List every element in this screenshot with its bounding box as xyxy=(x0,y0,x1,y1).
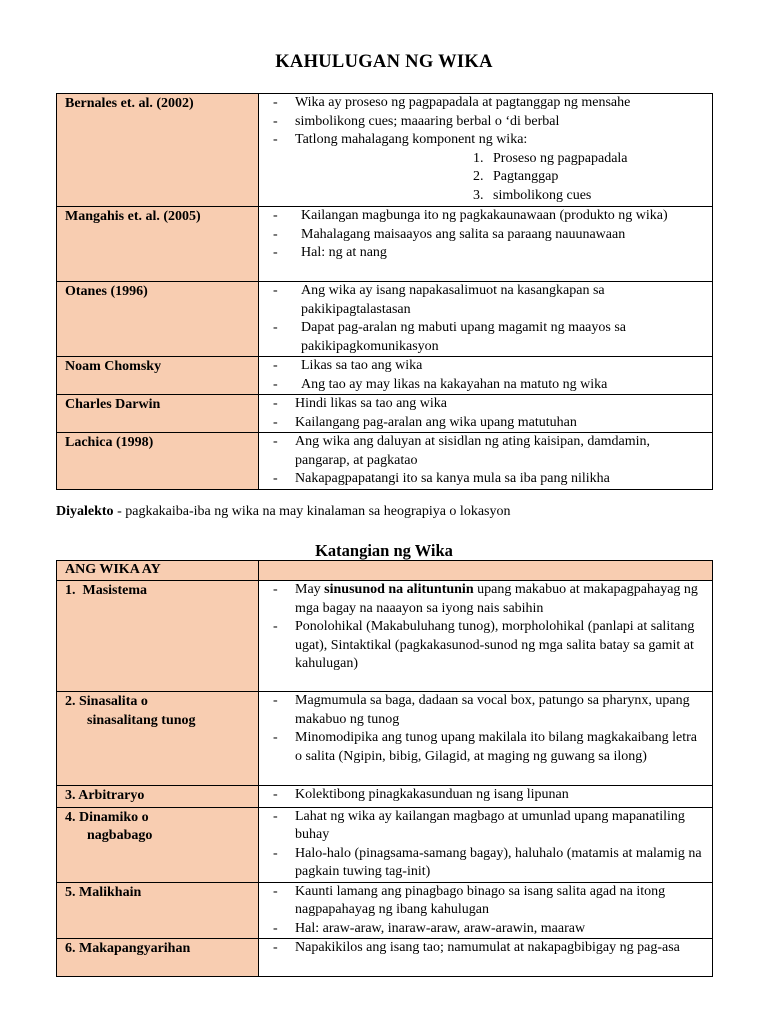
list-item: - Wika ay proseso ng pagpapadala at pagtanggap ng mensahe xyxy=(271,94,706,113)
characteristic-label xyxy=(57,807,259,882)
definition-list xyxy=(271,395,706,432)
characteristics-table xyxy=(56,560,713,977)
list-item: - Ang wika ay isang napakasalimuot na kasangkapan sa pakikipagtalastasan xyxy=(271,282,706,319)
characteristic-label: 5. Malikhain xyxy=(57,882,259,939)
characteristic-list xyxy=(271,808,706,882)
list-item: Pagtanggap xyxy=(493,169,559,184)
table-row xyxy=(57,207,713,282)
table-row xyxy=(57,692,713,786)
list-item: - Kailangan magbunga ito ng pagkakaunawaan (produkto ng wika) xyxy=(271,207,706,226)
list-item: - simbolikong cues; maaaring berbal o ‘di berbal xyxy=(271,113,706,132)
label-line: 2. Sinasalita o xyxy=(65,694,148,709)
table-header: ANG WIKA AY xyxy=(57,561,259,581)
characteristic-cell xyxy=(259,786,713,808)
table-row xyxy=(57,581,713,692)
author-cell: Bernales et. al. (2002) xyxy=(57,94,259,207)
definition-cell xyxy=(259,395,713,433)
list-item: - Likas sa tao ang wika xyxy=(271,357,706,376)
definition-cell xyxy=(259,433,713,490)
table-row xyxy=(57,882,713,939)
page-title: KAHULUGAN NG WIKA xyxy=(275,52,493,72)
definition-cell xyxy=(259,94,713,207)
list-item: - Kailangang pag-aralan ang wika upang matutuhan xyxy=(271,414,706,433)
section-title: Katangian ng Wika xyxy=(315,541,453,560)
characteristic-label xyxy=(57,692,259,786)
table-header-row xyxy=(57,561,713,581)
characteristic-label: 3. Arbitraryo xyxy=(57,786,259,808)
definition-cell xyxy=(259,282,713,357)
definition-list xyxy=(271,433,706,489)
list-item: - Napakikilos ang isang tao; namumulat at nakapagbibigay ng pag-asa xyxy=(271,939,706,958)
characteristic-list xyxy=(271,581,706,674)
list-item: - Mahalagang maisaayos ang salita sa paraang nauunawaan xyxy=(271,226,706,245)
label-line: 4. Dinamiko o xyxy=(65,809,149,825)
list-item: - Tatlong mahalagang komponent ng wika: xyxy=(271,131,706,150)
table-header-blank xyxy=(259,561,713,581)
definition-list xyxy=(271,282,706,356)
label-line: sinasalitang tunog xyxy=(87,712,196,728)
table-row xyxy=(57,807,713,882)
characteristic-list xyxy=(271,692,706,766)
characteristic-cell xyxy=(259,939,713,977)
table-row xyxy=(57,282,713,357)
list-item: Proseso ng pagpapadala xyxy=(493,150,628,166)
dialect-definition xyxy=(56,504,510,520)
components-list xyxy=(271,150,706,206)
list-item: - Nakapagpapatangi ito sa kanya mula sa iba pang nilikha xyxy=(271,470,706,489)
characteristic-label xyxy=(57,581,259,692)
label-line: nagbabago xyxy=(87,828,153,843)
characteristic-list xyxy=(271,939,706,958)
table-row xyxy=(57,433,713,490)
list-item: - Ang tao ay may likas na kakayahan na matuto ng wika xyxy=(271,376,706,395)
list-item: - Dapat pag-aralan ng mabuti upang magamit ng maayos sa pakikipagkomunikasyon xyxy=(271,319,706,356)
list-item xyxy=(271,581,706,618)
characteristic-cell xyxy=(259,581,713,692)
dialect-text: - pagkakaiba-iba ng wika na may kinalaman sa heograpiya o lokasyon xyxy=(113,504,511,519)
table-row xyxy=(57,786,713,808)
table-row xyxy=(57,939,713,977)
characteristic-cell xyxy=(259,692,713,786)
list-item: - Ponolohikal (Makabuluhang tunog), morpholohikal (panlapi at salitang ugat), Sintaktikal (pagkakasunod-sunod ng mga salita batay sa gamit at kahulugan) xyxy=(271,618,706,674)
definition-cell xyxy=(259,357,713,395)
characteristic-cell xyxy=(259,882,713,939)
label-number: 1. xyxy=(65,583,76,598)
list-item: - Hindi likas sa tao ang wika xyxy=(271,395,706,414)
list-item: - Ang wika ang daluyan at sisidlan ng ating kaisipan, damdamin, pangarap, at pagkatao xyxy=(271,433,706,470)
author-cell: Noam Chomsky xyxy=(57,357,259,395)
definitions-table xyxy=(56,93,713,490)
text-fragment: upang makabuo at makapagpahayag ng mga bagay na naaayon sa iyong nais sabihin xyxy=(295,582,698,616)
list-item: - Magmumula sa baga, dadaan sa vocal box, patungo sa pharynx, upang makabuo ng tunog xyxy=(271,692,706,729)
label-text: Masistema xyxy=(82,583,148,598)
list-item: - Halo-halo (pinagsama-samang bagay), haluhalo (matamis at malamig na pagkain tuwing tag-init) xyxy=(271,845,706,882)
characteristic-list xyxy=(271,786,706,805)
list-item: - Minomodipika ang tunog upang makilala ito bilang magkakaibang letra o salita (Ngipin, bibig, Gilagid, at maging ng guwang sa ilong) xyxy=(271,729,706,766)
definition-cell xyxy=(259,207,713,282)
characteristic-label: 6. Makapangyarihan xyxy=(57,939,259,977)
table-row xyxy=(57,357,713,395)
characteristic-list xyxy=(271,883,706,939)
bold-phrase: sinusunod na alituntunin xyxy=(324,582,474,597)
definition-list xyxy=(271,207,706,263)
list-item: - Kolektibong pinagkakasunduan ng isang lipunan xyxy=(271,786,706,805)
author-cell: Mangahis et. al. (2005) xyxy=(57,207,259,282)
table-row xyxy=(57,395,713,433)
list-item: - Hal: araw-araw, inaraw-araw, araw-arawin, maaraw xyxy=(271,920,706,939)
dialect-term: Diyalekto xyxy=(56,504,114,519)
list-item: - Lahat ng wika ay kailangan magbago at umunlad upang mapanatiling buhay xyxy=(271,808,706,845)
table-row xyxy=(57,94,713,207)
list-item: simbolikong cues xyxy=(493,187,592,203)
definition-list xyxy=(271,94,706,150)
author-cell: Otanes (1996) xyxy=(57,282,259,357)
author-cell: Lachica (1998) xyxy=(57,433,259,490)
definition-list xyxy=(271,357,706,394)
list-item: - Kaunti lamang ang pinagbago binago sa isang salita agad na itong nagpapahayag ng ibang kahulugan xyxy=(271,883,706,920)
text-fragment: May xyxy=(295,582,325,597)
list-item: - Hal: ng at nang xyxy=(271,244,706,263)
author-cell: Charles Darwin xyxy=(57,395,259,433)
characteristic-cell xyxy=(259,807,713,882)
